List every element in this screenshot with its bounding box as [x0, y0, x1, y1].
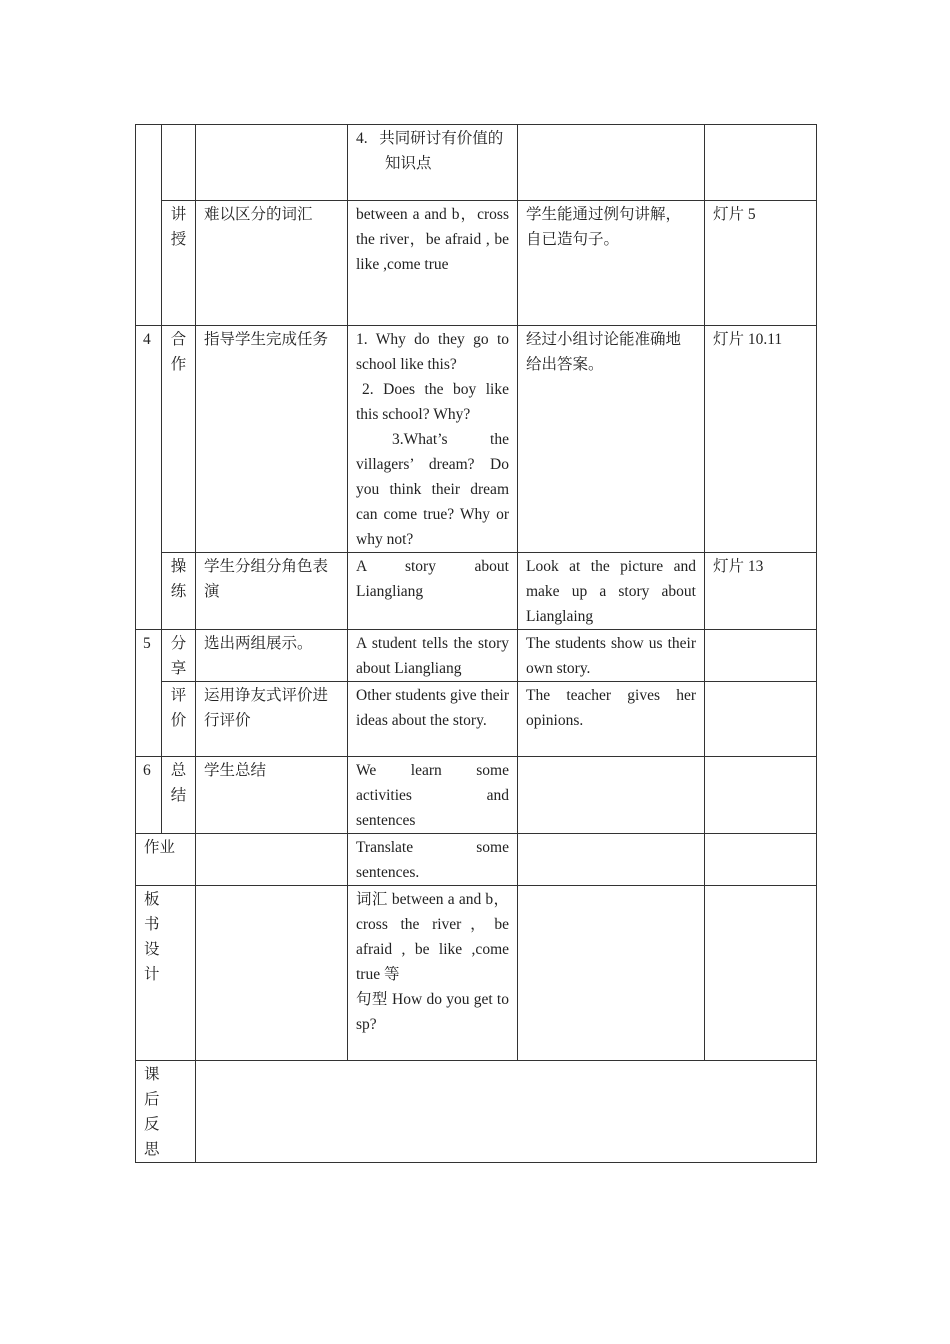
- table-row: [136, 834, 817, 886]
- task-cell: [196, 834, 348, 886]
- step-cell: 6: [136, 757, 162, 834]
- outcome-cell: The students show us their own story.: [518, 630, 705, 682]
- step-cell: 5: [136, 630, 162, 682]
- step-cell: [136, 201, 162, 326]
- table-row: [136, 201, 817, 326]
- content-cell: between a and b，cross the river，be afraid , be like ,come true: [348, 201, 518, 326]
- outcome-cell: 学生能通过例句讲解，自已造句子。: [518, 201, 705, 326]
- task-cell: [196, 886, 348, 1061]
- content-cell: Translate some sentences.: [348, 834, 518, 886]
- activity-cell: 讲授: [162, 201, 196, 326]
- content-cell: A story about Liangliang: [348, 553, 518, 630]
- content-cell: Other students give their ideas about the story.: [348, 682, 518, 757]
- resource-cell: 灯片 5: [705, 201, 817, 326]
- resource-cell: [705, 757, 817, 834]
- activity-cell: 操练: [162, 553, 196, 630]
- activity-cell: 合作: [162, 326, 196, 553]
- outcome-cell: [518, 757, 705, 834]
- step-cell: 4: [136, 326, 162, 553]
- activity-cell: [162, 125, 196, 201]
- task-cell: [196, 125, 348, 201]
- content-cell: [348, 125, 518, 201]
- table-row: [136, 553, 817, 630]
- vocab-line: 词汇 between a and b，cross the river，be afraid , be like ,come true 等: [356, 891, 509, 983]
- resource-cell: 灯片 10.11: [705, 326, 817, 553]
- task-cell: 学生总结: [196, 757, 348, 834]
- board-design-label: 板书设计: [136, 886, 196, 1061]
- content-cell: We learn some activities and sentences: [348, 757, 518, 834]
- content-text: 4. 共同研讨有价值的知识点: [356, 130, 504, 172]
- outcome-cell: Look at the picture and make up a story about Lianglaing: [518, 553, 705, 630]
- table-row: [136, 326, 817, 553]
- outcome-cell: [518, 125, 705, 201]
- question-1: 1. Why do they go to school like this?: [356, 331, 509, 373]
- outcome-cell: The teacher gives her opinions.: [518, 682, 705, 757]
- reflection-cell: [196, 1061, 817, 1163]
- homework-label: 作业: [136, 834, 196, 886]
- table-row: [136, 757, 817, 834]
- resource-cell: 灯片 13: [705, 553, 817, 630]
- content-cell: A student tells the story about Liangliang: [348, 630, 518, 682]
- task-cell: 运用诤友式评价进行评价: [196, 682, 348, 757]
- resource-cell: [705, 125, 817, 201]
- reflection-label: 课后反思: [136, 1061, 196, 1163]
- task-cell: 难以区分的词汇: [196, 201, 348, 326]
- activity-cell: 评价: [162, 682, 196, 757]
- task-cell: 指导学生完成任务: [196, 326, 348, 553]
- task-cell: 学生分组分角色表演: [196, 553, 348, 630]
- step-cell: [136, 682, 162, 757]
- question-2: 2. Does the boy like this school? Why?: [356, 381, 509, 423]
- resource-cell: [705, 834, 817, 886]
- question-3: 3.What’s the villagers’ dream? Do you think their dream can come true? Why or why not?: [356, 431, 509, 548]
- resource-cell: [705, 630, 817, 682]
- resource-cell: [705, 682, 817, 757]
- content-cell: [348, 326, 518, 553]
- table-row: [136, 125, 817, 201]
- resource-cell: [705, 886, 817, 1061]
- outcome-cell: 经过小组讨论能准确地给出答案。: [518, 326, 705, 553]
- table-row: [136, 630, 817, 682]
- outcome-cell: [518, 886, 705, 1061]
- table-row: [136, 682, 817, 757]
- outcome-cell: [518, 834, 705, 886]
- activity-cell: 总结: [162, 757, 196, 834]
- lesson-plan-table: [135, 124, 817, 1163]
- table-row: [136, 886, 817, 1061]
- task-cell: 选出两组展示。: [196, 630, 348, 682]
- content-cell: [348, 886, 518, 1061]
- activity-cell: 分享: [162, 630, 196, 682]
- table-row: [136, 1061, 817, 1163]
- pattern-line: 句型 How do you get to sp?: [356, 991, 509, 1033]
- step-cell: [136, 125, 162, 201]
- step-cell: [136, 553, 162, 630]
